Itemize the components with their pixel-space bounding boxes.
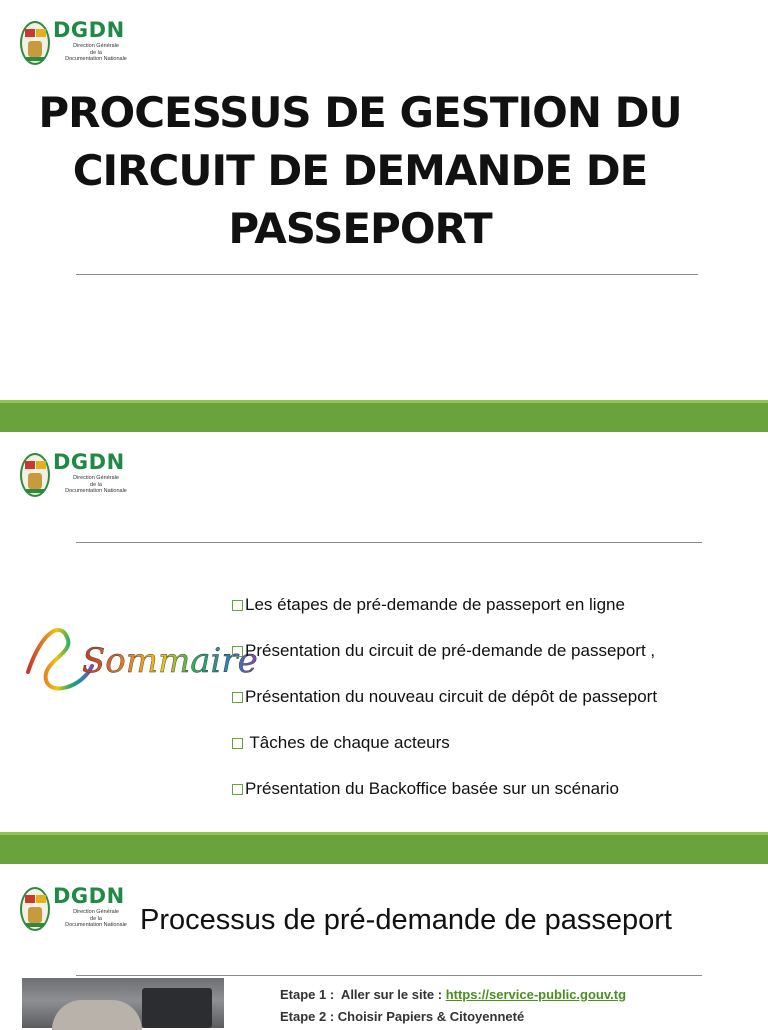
slide-separator-band [0, 832, 768, 864]
slide-process [0, 864, 768, 1024]
checkbox-bullet-icon [232, 646, 243, 657]
emblem-icon [20, 887, 50, 931]
step-1: Etape 1 : Aller sur le site : https://service-public.gouv.tg [280, 987, 627, 1002]
sommaire-word: Sommaire [82, 641, 258, 681]
dgdn-logo [20, 18, 130, 68]
slide-process-heading: Processus de pré-demande de passeport [140, 904, 672, 936]
slide-separator-band [0, 400, 768, 432]
slide-title [0, 0, 768, 400]
checkbox-bullet-icon [232, 600, 243, 611]
logo-brand: DGDN [53, 884, 125, 908]
step-2: Etape 2 : Choisir Papiers & Citoyenneté [280, 1009, 525, 1024]
steps-list [280, 986, 626, 1030]
list-item: Présentation du nouveau circuit de dépôt de passeport [232, 674, 752, 720]
slide-summary [0, 432, 768, 832]
divider [76, 542, 702, 543]
logo-subtitle: Direction Générale de la Documentation Nationale [65, 43, 127, 62]
logo-subtitle: Direction Générale de la Documentation Nationale [65, 475, 127, 494]
summary-list [232, 582, 752, 812]
emblem-icon [20, 21, 50, 65]
dgdn-logo [20, 450, 130, 500]
logo-brand: DGDN [53, 450, 125, 474]
dgdn-logo [20, 884, 130, 934]
logo-brand: DGDN [53, 18, 125, 42]
list-item: Tâches de chaque acteurs [232, 720, 752, 766]
sommaire-script-image [22, 610, 258, 700]
list-item: Présentation du circuit de pré-demande de passeport , [232, 628, 752, 674]
checkbox-bullet-icon [232, 738, 243, 749]
emblem-icon [20, 453, 50, 497]
divider [76, 975, 702, 976]
list-item: Présentation du Backoffice basée sur un scénario [232, 766, 752, 812]
service-public-link[interactable]: https://service-public.gouv.tg [445, 987, 627, 1002]
list-item: Les étapes de pré-demande de passeport en ligne [232, 582, 752, 628]
slide-title-heading: PROCESSUS DE GESTION DU CIRCUIT DE DEMANDE DE PASSEPORT [38, 88, 682, 253]
laptop-photo [22, 978, 224, 1028]
checkbox-bullet-icon [232, 692, 243, 703]
logo-subtitle: Direction Générale de la Documentation Nationale [65, 909, 127, 928]
checkbox-bullet-icon [232, 784, 243, 795]
divider [76, 274, 698, 275]
